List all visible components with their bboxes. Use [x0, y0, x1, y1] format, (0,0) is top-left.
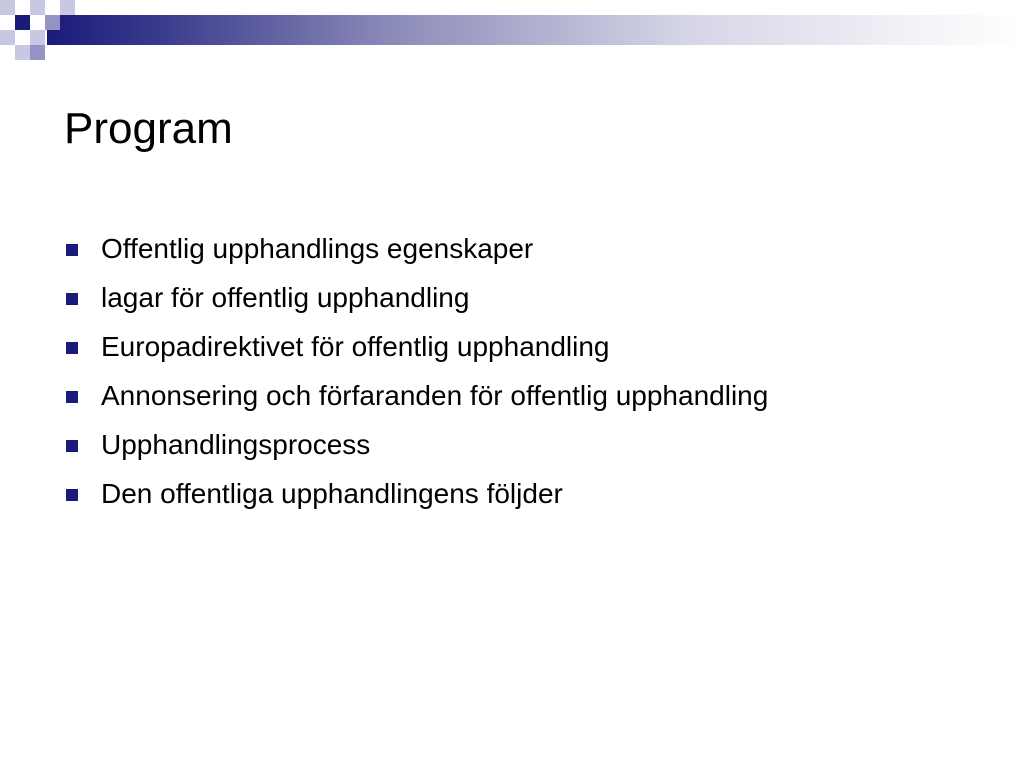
deco-square: [30, 30, 45, 45]
square-bullet-icon: [66, 391, 78, 403]
deco-square: [60, 0, 75, 15]
list-item-text: Europadirektivet för offentlig upphandling: [101, 331, 610, 362]
header-gradient-bar: [47, 15, 1024, 45]
list-item-text: Annonsering och förfaranden för offentlig upphandling: [101, 380, 769, 411]
slide-title: Program: [64, 104, 233, 153]
list-item: [64, 277, 768, 326]
deco-square: [15, 45, 30, 60]
deco-square: [30, 0, 45, 15]
square-bullet-icon: [66, 244, 78, 256]
list-item: [64, 375, 768, 424]
bullet-list: [64, 228, 768, 522]
list-item-text: Offentlig upphandlings egenskaper: [101, 233, 534, 264]
list-item: [64, 326, 768, 375]
list-item-text: lagar för offentlig upphandling: [101, 282, 470, 313]
square-bullet-icon: [66, 293, 78, 305]
deco-square: [0, 30, 15, 45]
list-item: [64, 424, 768, 473]
deco-square: [45, 15, 60, 30]
list-item: [64, 228, 768, 277]
deco-square: [15, 15, 30, 30]
deco-square: [30, 45, 45, 60]
list-item-text: Upphandlingsprocess: [101, 429, 371, 460]
list-item: [64, 473, 768, 522]
square-bullet-icon: [66, 342, 78, 354]
square-bullet-icon: [66, 489, 78, 501]
list-item-text: Den offentliga upphandlingens följder: [101, 478, 563, 509]
square-bullet-icon: [66, 440, 78, 452]
deco-square: [0, 0, 15, 15]
